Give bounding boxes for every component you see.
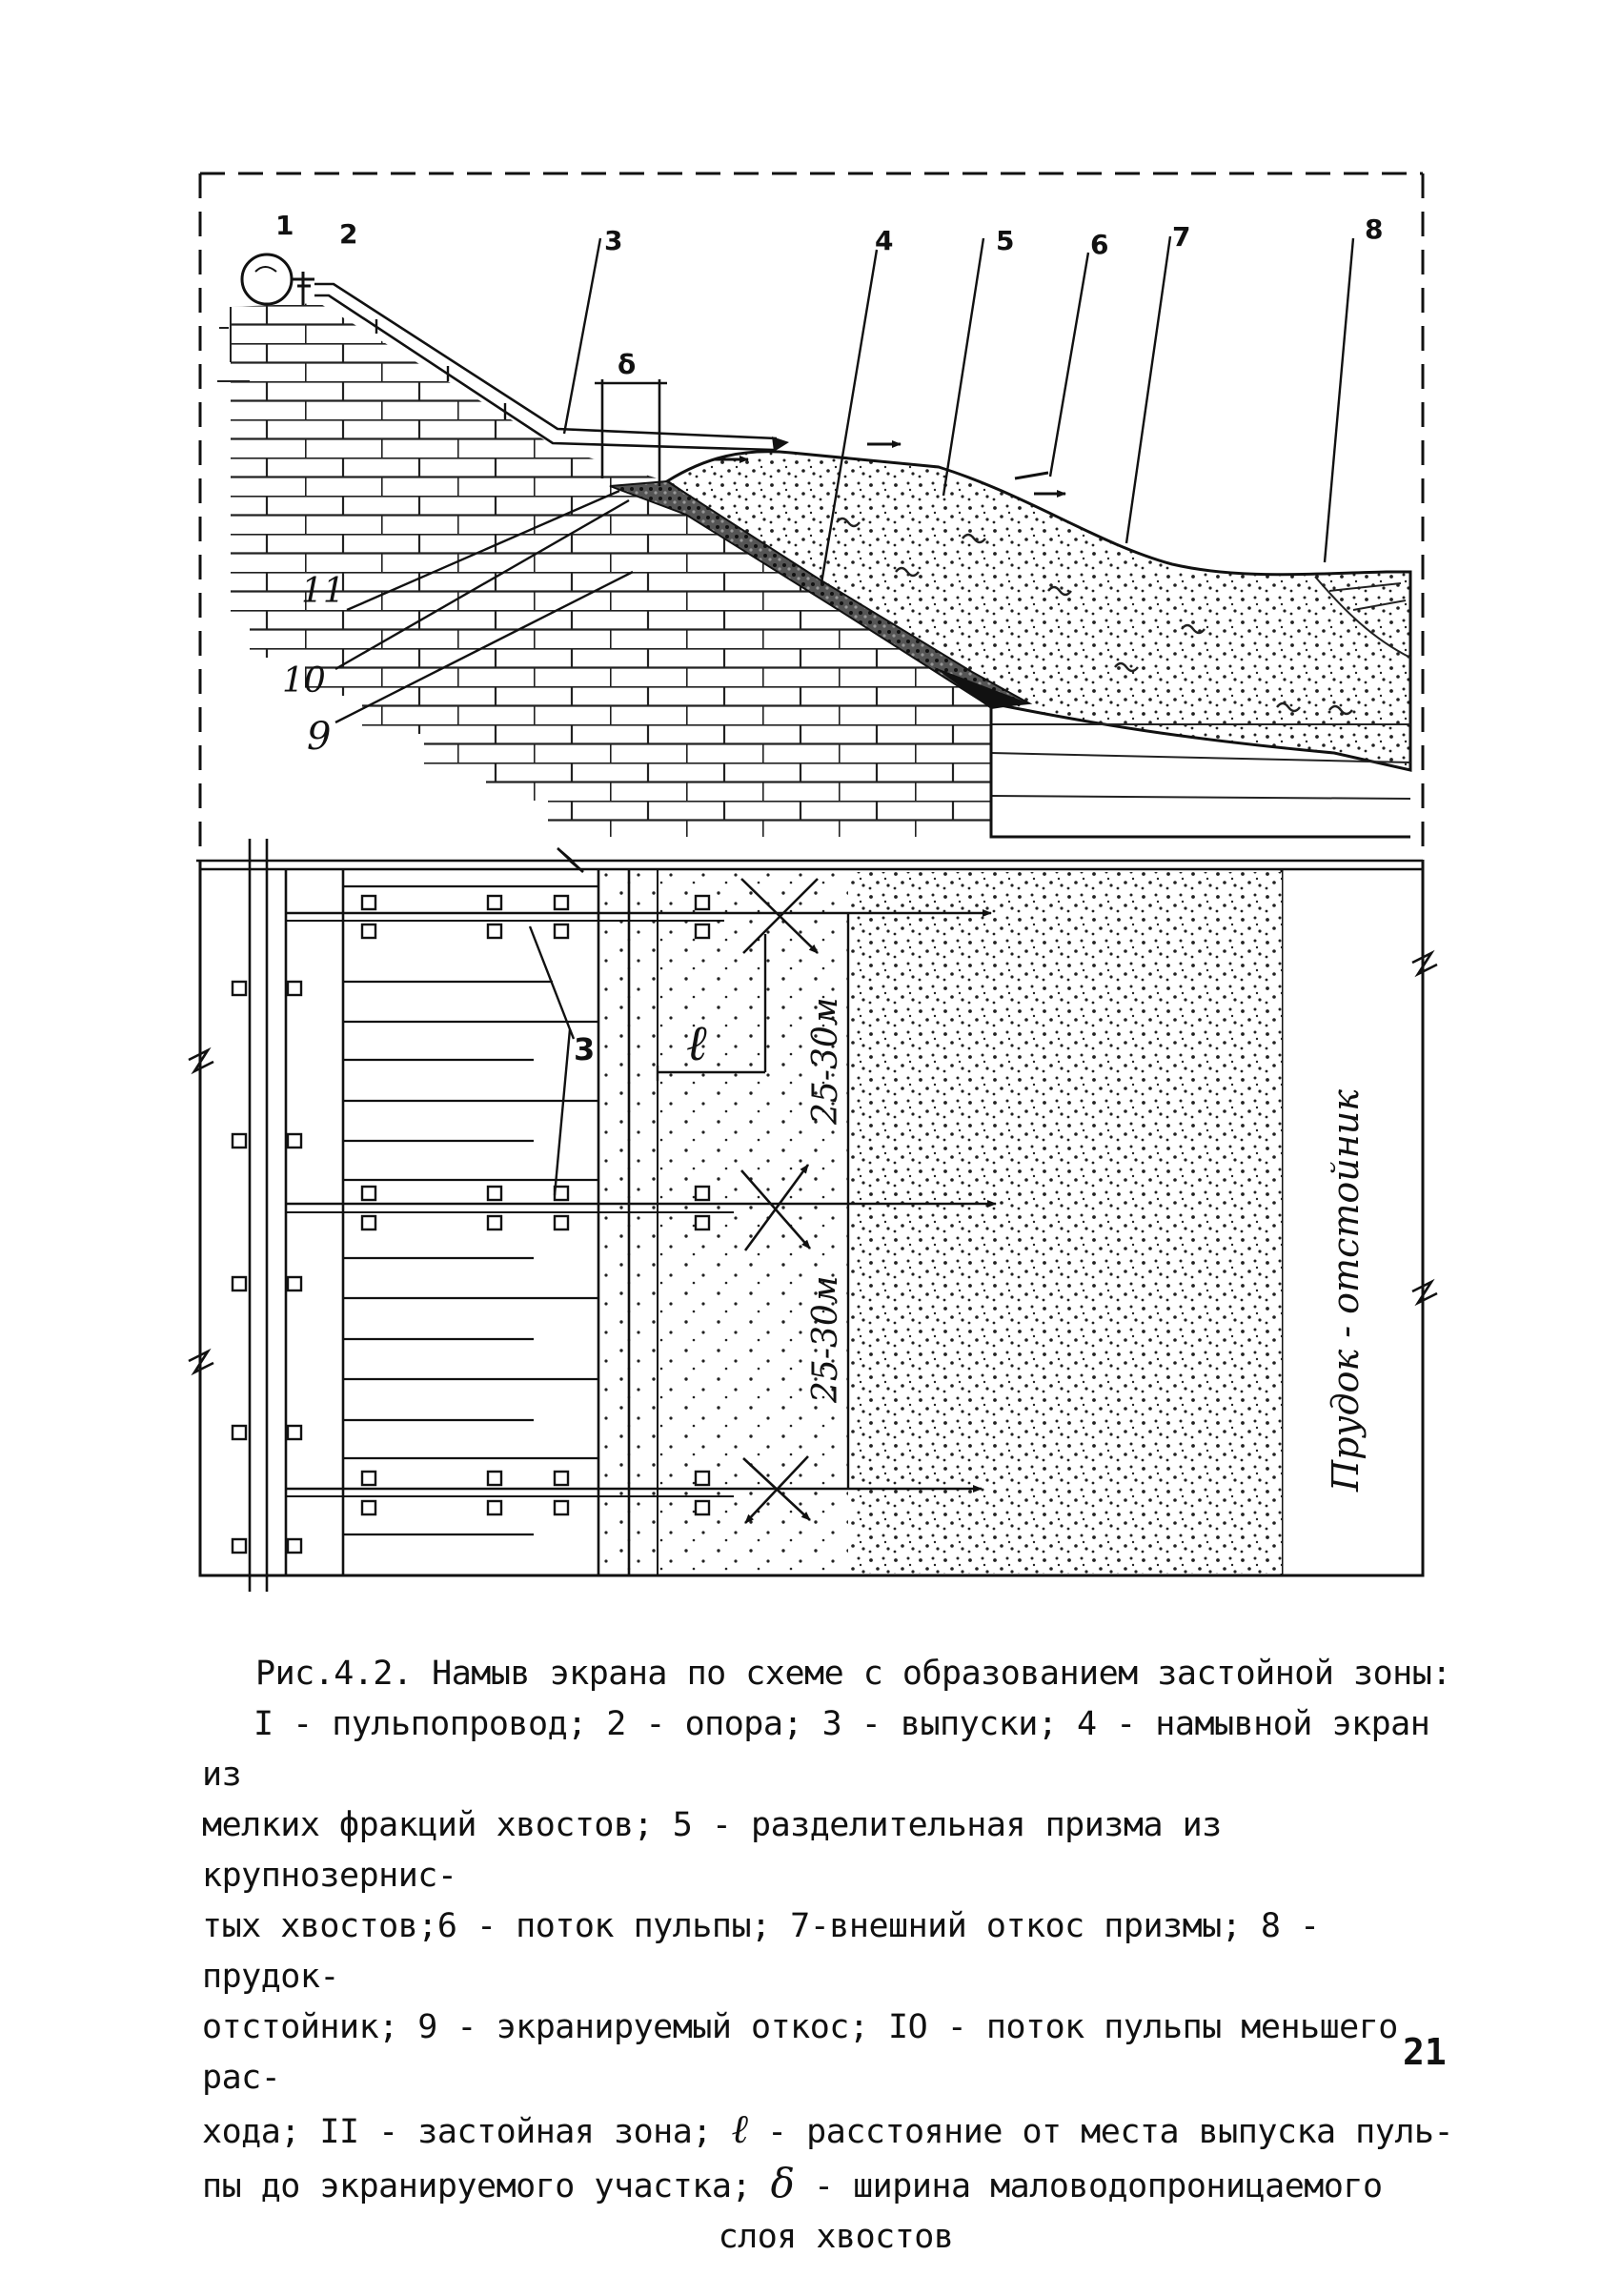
label-outlets: 3: [574, 1031, 596, 1067]
caption-line-6a: пы до экранируемого участка;: [202, 2167, 752, 2205]
symbol-l: ℓ: [731, 2105, 748, 2152]
caption-title: Рис.4.2. Намыв экрана по схеме с образованием застойной зоны:: [255, 1655, 1451, 1693]
label-2: 2: [339, 218, 358, 250]
stagnant-zone: [629, 872, 848, 1574]
label-distance: ℓ: [686, 1015, 707, 1072]
pipeline: [242, 254, 292, 304]
symbol-delta: δ: [770, 2160, 795, 2206]
label-8: 8: [1365, 213, 1384, 245]
label-4: 4: [875, 225, 894, 256]
cross-section: [200, 173, 1423, 886]
label-11: 11: [301, 572, 345, 611]
support: [291, 272, 314, 305]
label-9: 9: [307, 715, 332, 759]
label-5: 5: [996, 225, 1015, 256]
label-10: 10: [282, 661, 326, 701]
caption-line-7: слоя хвостов: [718, 2218, 954, 2256]
caption-line-4: отстойник; 9 - экранируемый откос; IO - поток пульпы меньшего рас-: [202, 2008, 1398, 2097]
figure-caption: [202, 1649, 1469, 2263]
caption-line-6b: - ширина маловодопроницаемого: [813, 2167, 1383, 2205]
caption-line-5: [202, 2103, 1469, 2158]
caption-line-1: I - пульпопровод; 2 - опора; 3 - выпуски; 4 - намывной экран из: [202, 1705, 1430, 1794]
caption-line-3: тых хвостов;6 - поток пульпы; 7-внешний откос призмы; 8 - прудок-: [202, 1907, 1320, 1996]
caption-line-2: мелких фракций хвостов; 5 - разделительная призма из крупнозернис-: [202, 1806, 1222, 1895]
label-3: 3: [604, 225, 623, 256]
page-number: 21: [1403, 2031, 1447, 2073]
label-7: 7: [1172, 221, 1191, 253]
label-pond: Прудок - отстойник: [1325, 1089, 1367, 1492]
label-6: 6: [1090, 229, 1109, 260]
caption-line-6: [202, 2158, 1469, 2212]
label-1: 1: [275, 210, 294, 241]
label-spacing-top: 25-30м: [806, 997, 845, 1125]
plan-view: [189, 839, 1437, 1592]
caption-line-5a: хода; II - застойная зона;: [202, 2113, 712, 2151]
label-spacing-bottom: 25-30м: [806, 1275, 845, 1403]
label-delta: δ: [618, 349, 637, 380]
caption-line-5b: - расстояние от места выпуска пуль-: [767, 2113, 1454, 2151]
